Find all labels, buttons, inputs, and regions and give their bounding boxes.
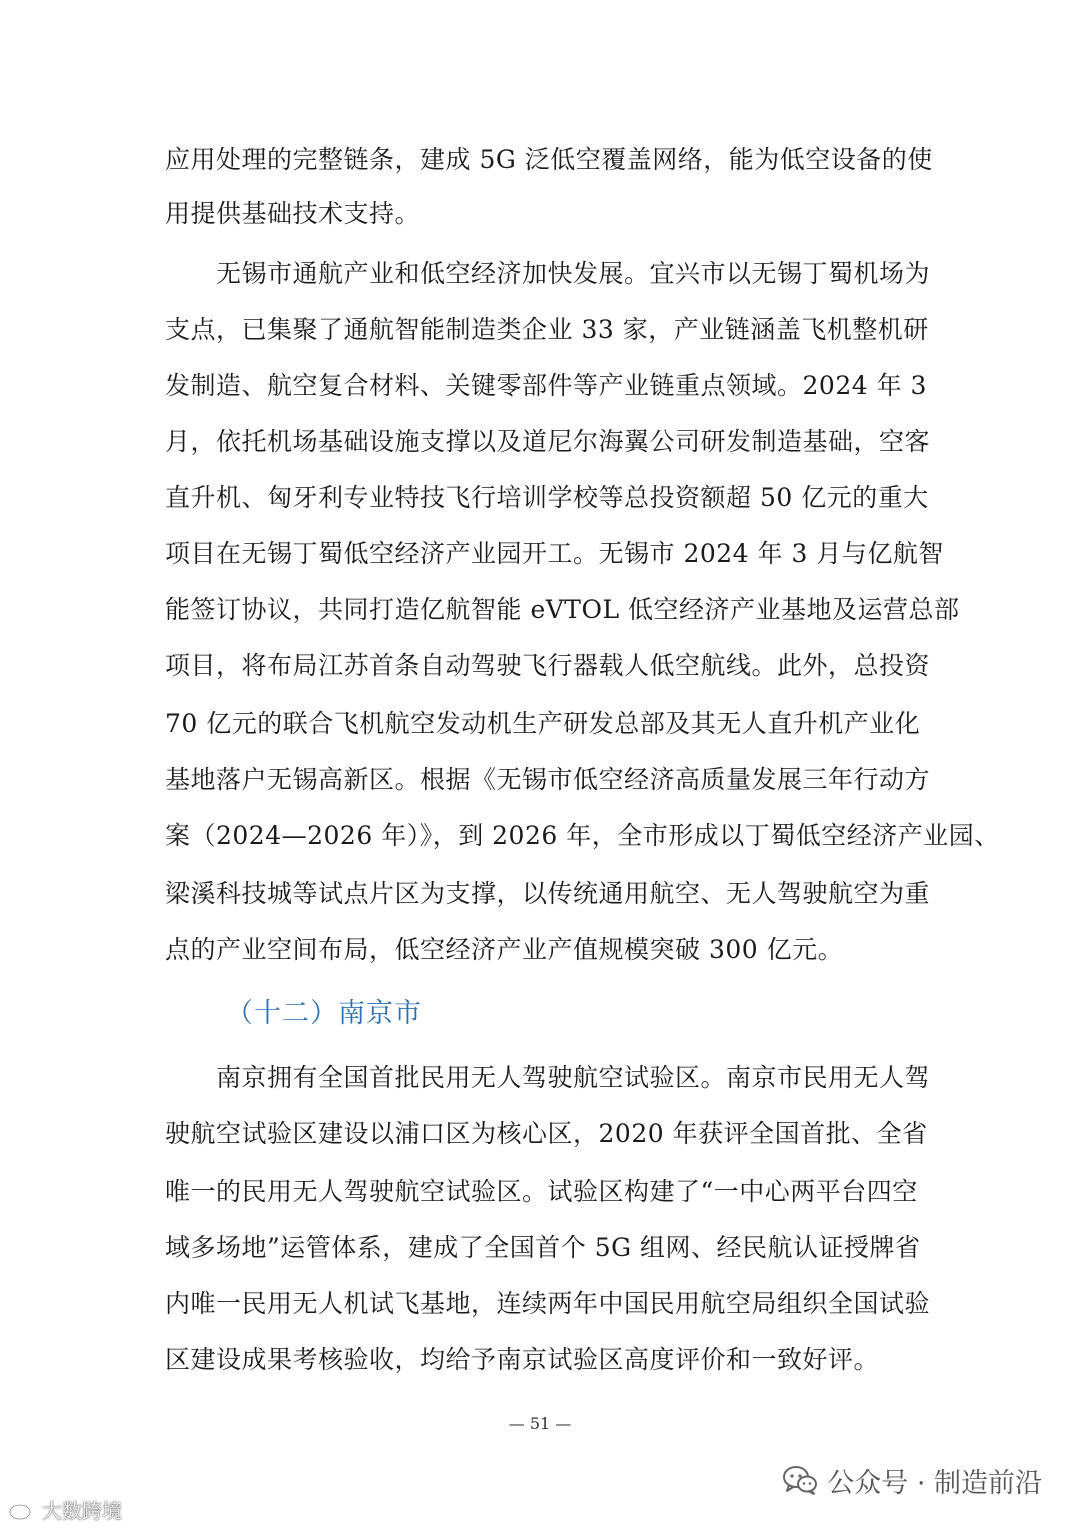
page-number: — 51 — — [508, 1414, 572, 1433]
paragraph-line: 域多场地”运管体系，建成了全国首个 5G 组网、经民航认证授牌省 — [165, 1233, 921, 1262]
wechat-account-label: 公众号 · 制造前沿 — [827, 1467, 1042, 1499]
wechat-watermark — [783, 1460, 1042, 1500]
paragraph-line: 无锡市通航产业和低空经济加快发展。宜兴市以无锡丁蜀机场为 — [216, 259, 931, 288]
paragraph-line: 能签订协议，共同打造亿航智能 eVTOL 低空经济产业基地及运营总部 — [165, 595, 960, 624]
paragraph-line: 案（2024—2026 年）》，到 2026 年，全市形成以丁蜀低空经济产业园、 — [165, 821, 1000, 850]
paragraph-line: 基地落户无锡高新区。根据《无锡市低空经济高质量发展三年行动方 — [165, 765, 931, 794]
weibo-icon — [8, 1497, 38, 1521]
paragraph-line: 直升机、匈牙利专业特技飞行培训学校等总投资额超 50 亿元的重大 — [165, 483, 929, 512]
paragraph-line: 驶航空试验区建设以浦口区为核心区，2020 年获评全国首批、全省 — [165, 1119, 928, 1148]
paragraph-line: 区建设成果考核验收，均给予南京试验区高度评价和一致好评。 — [165, 1345, 880, 1374]
paragraph-line: 点的产业空间布局，低空经济产业产值规模突破 300 亿元。 — [165, 935, 844, 964]
paragraph-line: 内唯一民用无人机试飞基地，连续两年中国民用航空局组织全国试验 — [165, 1289, 931, 1318]
paragraph-line: 项目，将布局江苏首条自动驾驶飞行器载人低空航线。此外，总投资 — [165, 651, 931, 680]
paragraph-line: 发制造、航空复合材料、关键零部件等产业链重点领域。2024 年 3 — [165, 371, 927, 400]
paragraph-line: 梁溪科技城等试点片区为支撑，以传统通用航空、无人驾驶航空为重 — [165, 879, 931, 908]
weibo-account-label: 大数跨境 — [42, 1498, 122, 1523]
wechat-icon — [783, 1465, 817, 1495]
weibo-watermark — [8, 1494, 122, 1524]
paragraph-line: 项目在无锡丁蜀低空经济产业园开工。无锡市 2024 年 3 月与亿航智 — [165, 539, 944, 568]
paragraph-line: 支点，已集聚了通航智能制造类企业 33 家，产业链涵盖飞机整机研 — [165, 315, 929, 344]
paragraph-line: 唯一的民用无人驾驶航空试验区。试验区构建了“一中心两平台四空 — [165, 1177, 918, 1206]
paragraph-line: 应用处理的完整链条，建成 5G 泛低空覆盖网络，能为低空设备的使 — [165, 145, 933, 174]
paragraph-line: 用提供基础技术支持。 — [165, 199, 421, 228]
section-heading: （十二）南京市 — [226, 998, 422, 1029]
paragraph-line: 70 亿元的联合飞机航空发动机生产研发总部及其无人直升机产业化 — [165, 709, 921, 738]
paragraph-line: 南京拥有全国首批民用无人驾驶航空试验区。南京市民用无人驾 — [216, 1063, 931, 1092]
paragraph-line: 月，依托机场基础设施支撑以及道尼尔海翼公司研发制造基础，空客 — [165, 427, 931, 456]
